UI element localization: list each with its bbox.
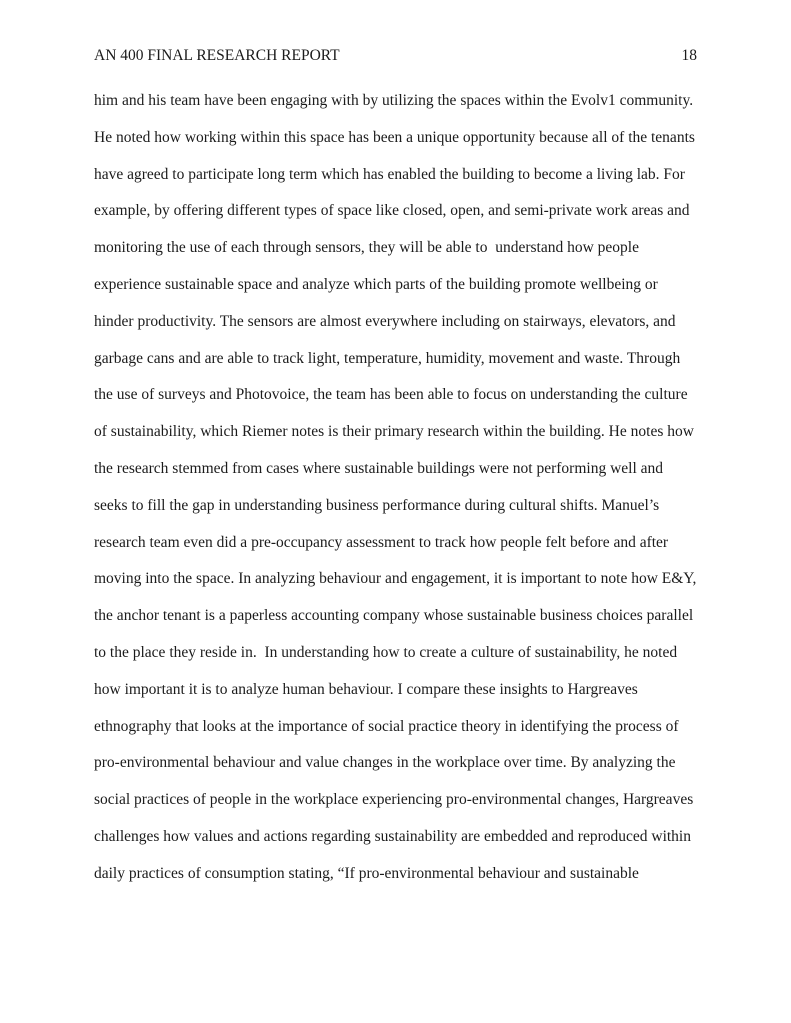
body-line: experience sustainable space and analyze which parts of the building promote wellbeing or: [94, 275, 658, 293]
body-text: [94, 83, 734, 893]
body-line: daily practices of consumption stating, “If pro-environmental behaviour and sustainable: [94, 864, 639, 882]
body-line: research team even did a pre-occupancy assessment to track how people felt before and after: [94, 533, 669, 551]
body-line: the use of surveys and Photovoice, the team has been able to focus on understanding the culture: [94, 386, 688, 404]
body-line: pro-environmental behaviour and value changes in the workplace over time. By analyzing the: [94, 754, 676, 772]
page-number: 18: [681, 47, 697, 64]
body-line: have agreed to participate long term which has enabled the building to become a living lab. For: [94, 165, 685, 183]
body-line: He noted how working within this space has been a unique opportunity because all of the tenants: [94, 128, 695, 146]
body-line: monitoring the use of each through sensors, they will be able to understand how people: [94, 239, 639, 257]
running-head: AN 400 FINAL RESEARCH REPORT: [94, 47, 340, 64]
body-line: the anchor tenant is a paperless accounting company whose sustainable business choices parallel: [94, 607, 694, 625]
body-line: hinder productivity. The sensors are almost everywhere including on stairways, elevators, and: [94, 312, 676, 330]
body-line: ethnography that looks at the importance of social practice theory in identifying the process of: [94, 717, 679, 735]
body-line: challenges how values and actions regarding sustainability are embedded and reproduced within: [94, 827, 691, 845]
body-line: to the place they reside in. In understanding how to create a culture of sustainability, he noted: [94, 643, 678, 661]
body-line: of sustainability, which Riemer notes is their primary research within the building. He notes how: [94, 423, 694, 441]
body-line: example, by offering different types of space like closed, open, and semi-private work areas and: [94, 202, 690, 220]
body-line: how important it is to analyze human behaviour. I compare these insights to Hargreaves: [94, 680, 638, 698]
body-line: the research stemmed from cases where sustainable buildings were not performing well and: [94, 459, 664, 477]
body-line: social practices of people in the workplace experiencing pro-environmental changes, Hargreaves: [94, 791, 694, 809]
page-header: [94, 47, 697, 65]
body-line: garbage cans and are able to track light, temperature, humidity, movement and waste. Through: [94, 349, 681, 367]
body-line: moving into the space. In analyzing behaviour and engagement, it is important to note how E&Y,: [94, 570, 697, 588]
body-line: seeks to fill the gap in understanding business performance during cultural shifts. Manuel’s: [94, 496, 660, 514]
body-line: him and his team have been engaging with by utilizing the spaces within the Evolv1 community.: [94, 92, 694, 109]
